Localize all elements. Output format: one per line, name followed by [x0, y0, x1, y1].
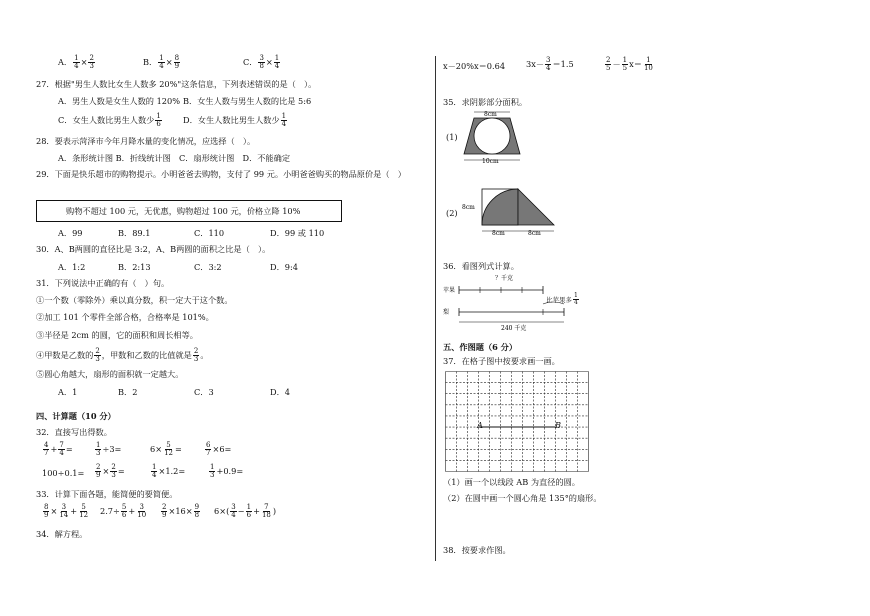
q34-equation-2: 3x－ $\frac{3}{4}$ ＝1.5	[526, 56, 574, 73]
q27-option-b: B．女生人数与男生人数的比是 5:6	[183, 96, 312, 106]
q35-fig2-left-label: 8cm	[462, 204, 475, 211]
q29-option-a: A．99	[58, 228, 83, 238]
q31-option-d: D．4	[270, 387, 290, 397]
q34-equation-3: $\frac{2}{5}$ － $\frac{1}{5}$ x＝ $\frac{1}{10}$	[606, 56, 653, 73]
q31-stem: 31．下列说法中正确的有（ ）句。	[36, 278, 170, 288]
q35-fig2-bottom-label-1: 8cm	[492, 230, 505, 237]
q31-statement-5: ⑤圆心角越大，扇形的面积就一定越大。	[36, 369, 184, 379]
q28-stem: 28．要表示菏泽市今年月降水量的变化情况，应选择（ ）。	[36, 136, 256, 146]
q32-expr-4: $\frac{6}{7}$ ×6=	[206, 441, 232, 458]
q32-expr-8: $\frac{1}{3}$ +0.9=	[210, 463, 244, 480]
q35-fig1-top-label: 8cm	[484, 111, 497, 118]
q32-stem: 32．直接写出得数。	[36, 427, 112, 437]
q35-fig1-bottom-label: 10cm	[482, 158, 499, 165]
q35-fig2-bottom-label-2: 8cm	[528, 230, 541, 237]
q33-expr-1: $\frac{8}{9}$ × $\frac{3}{14}$ + $\frac{5}{12}$	[44, 503, 89, 520]
q37-task-2: （2）在圆中画一个圆心角是 135°的扇形。	[443, 493, 602, 503]
q31-statement-2: ②加工 101 个零件全部合格，合格率是 101%。	[36, 312, 214, 322]
q29-option-d: D．99 或 110	[270, 228, 325, 238]
q27-option-c: C．女生人数比男生人数少 $\frac{1}{6}$	[58, 112, 161, 129]
q33-expr-2: 2.7÷ $\frac{5}{6}$ + $\frac{3}{10}$	[100, 503, 147, 520]
section-4-heading: 四、计算题（10 分）	[36, 411, 116, 421]
q35-figure-2	[462, 185, 564, 239]
q34-stem: 34．解方程。	[36, 529, 88, 539]
q37-point-b: B	[555, 420, 562, 430]
q37-stem: 37．在格子图中按要求画一画。	[443, 356, 560, 366]
q35-stem: 35．求阴影部分面积。	[443, 97, 528, 107]
q36-top-label: ？千克	[495, 275, 514, 282]
q36-note: 比苹果多 $\frac{1}{4}$	[546, 292, 578, 307]
q32-expr-6: $\frac{2}{9}$ × $\frac{2}{3}$ =	[96, 463, 125, 480]
q32-expr-3: 6× $\frac{5}{12}$ =	[150, 441, 182, 458]
q32-expr-5: 100÷0.1=	[42, 468, 85, 478]
q38-stem: 38．按要求作图。	[443, 545, 511, 555]
q36-apple-label: 苹果	[443, 287, 456, 294]
q33-stem: 33．计算下面各题，能简便的要简便。	[36, 489, 178, 499]
q30-stem: 30．A、B两圆的直径比是 3:2，A、B两圆的面积之比是（ ）。	[36, 244, 271, 254]
q37-point-a: A	[477, 420, 483, 430]
q30-option-b: B．2:13	[118, 262, 151, 272]
q36-bottom-label: 240 千克	[501, 325, 527, 332]
q35-fig1-label: (1)	[446, 132, 458, 142]
q36-pear-label: 梨	[443, 309, 450, 316]
q29-notice-text: 购物不超过 100 元，无优惠，购物超过 100 元，价格立降 10%	[66, 206, 301, 216]
q37-task-1: （1）画一个以线段 AB 为直径的圆。	[443, 477, 580, 487]
q30-option-c: C．3:2	[194, 262, 222, 272]
q30-option-d: D．9:4	[270, 262, 298, 272]
q29-stem: 29．下面是快乐超市的购物提示。小明爸爸去购物，支付了 99 元。小明爸爸购买的物品原价是（ ）	[36, 169, 406, 179]
q26-option-b: B． $\frac{1}{4}$ × $\frac{8}{9}$	[143, 54, 180, 71]
q35-figure-1	[460, 108, 530, 166]
q33-expr-3: $\frac{2}{9}$ ×16× $\frac{9}{8}$	[162, 503, 200, 520]
q31-statement-1: ①一个数（零除外）乘以真分数，积一定大于这个数。	[36, 295, 233, 305]
q31-statement-4: ④甲数是乙数的 $\frac{2}{3}$ ，甲数和乙数的比值就是 $\frac{2}{3}$ 。	[36, 347, 209, 364]
q34-equation-1: x－20%x＝0.64	[443, 61, 506, 71]
q31-option-b: B．2	[118, 387, 138, 397]
q36-stem: 36．看图列式计算。	[443, 261, 519, 271]
q37-grid	[445, 371, 589, 472]
q29-option-b: B．89.1	[118, 228, 151, 238]
q32-expr-1: $\frac{4}{7}$ + $\frac{7}{4}$ =	[44, 441, 73, 458]
q29-option-c: C．110	[194, 228, 225, 238]
q30-option-a: A．1:2	[58, 262, 86, 272]
q27-option-a: A．男生人数是女生人数的 120%	[58, 96, 180, 106]
q33-expr-4: 6×( $\frac{3}{4}$ − $\frac{1}{6}$ + $\frac{7}{18}$ )	[214, 503, 277, 520]
q35-fig2-label: (2)	[446, 208, 458, 218]
q27-option-d: D．女生人数比男生人数少 $\frac{1}{4}$	[183, 112, 287, 129]
q32-expr-2: $\frac{1}{3}$ ÷3=	[96, 441, 122, 458]
q31-option-c: C．3	[194, 387, 214, 397]
column-divider	[435, 56, 436, 561]
q27-stem: 27．根据"男生人数比女生人数多 20%"这条信息，下列表述错误的是（ ）。	[36, 79, 317, 89]
q28-options: A．条形统计图 B．折线统计图 C．扇形统计图 D．不能确定	[58, 153, 291, 163]
q31-option-a: A．1	[58, 387, 78, 397]
q26-option-a: A． $\frac{1}{4}$ × $\frac{2}{3}$	[58, 54, 94, 71]
q26-option-c: C． $\frac{3}{8}$ × $\frac{1}{4}$	[243, 54, 280, 71]
q32-expr-7: $\frac{1}{4}$ ×1.2=	[152, 463, 186, 480]
section-5-heading: 五、作图题（6 分）	[443, 342, 518, 352]
q31-statement-3: ③半径是 2cm 的圆，它的面积和周长相等。	[36, 330, 198, 340]
